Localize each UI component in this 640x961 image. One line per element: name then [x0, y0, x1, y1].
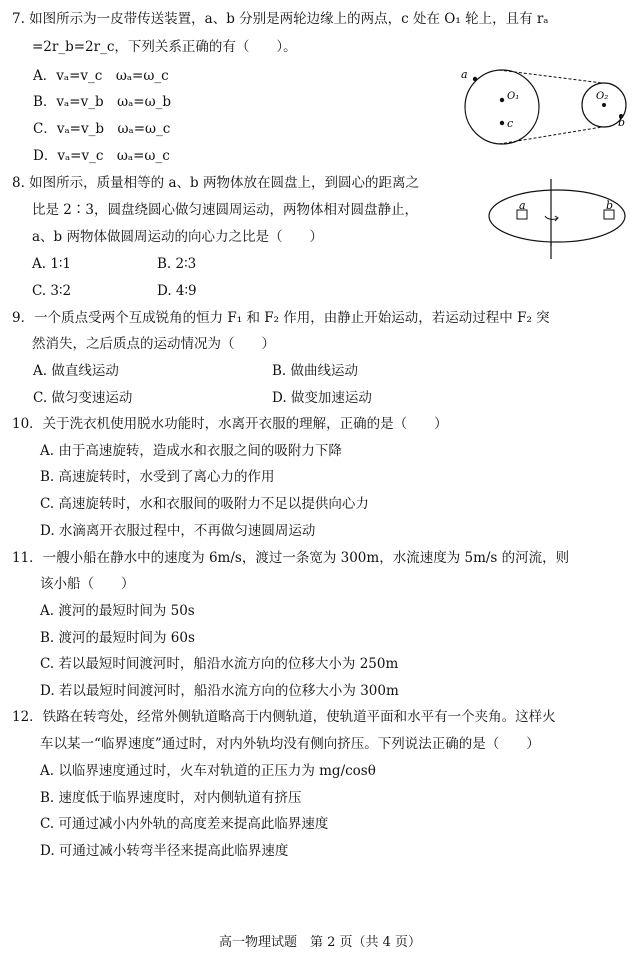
q9-option-b: B. 做曲线运动	[272, 363, 359, 379]
q11-option-a: A. 渡河的最短时间为 50s	[40, 603, 195, 619]
label-o2: O₂	[596, 91, 609, 102]
label-o1: O₁	[507, 91, 520, 102]
q12-option-d: D. 可通过减小转弯半径来提高此临界速度	[40, 843, 289, 859]
q12-stem-line-1: 12．铁路在转弯处，经常外侧轨道略高于内侧轨道，使轨道平面和水平有一个夹角。这样火	[12, 709, 556, 725]
q9-stem-line-2: 然消失，之后质点的运动情况为（ ）	[32, 336, 275, 352]
q7-option-c: C．vₐ=v_b ωₐ=ω_c	[33, 121, 171, 137]
q12-option-b: B. 速度低于临界速度时，对内侧轨道有挤压	[40, 790, 302, 806]
q8-option-c: C. 3∶2	[32, 283, 72, 299]
rotating-disk-figure	[485, 176, 630, 262]
large-wheel	[465, 70, 539, 144]
q7-option-d: D．vₐ=v_c ωₐ=ω_c	[33, 148, 170, 164]
q9-stem-line-1: 9．一个质点受两个互成锐角的恒力 F₁ 和 F₂ 作用，由静止开始运动，若运动过程中 F₂ 突	[12, 310, 550, 326]
q8-stem-line-2: 比是 2∶3，圆盘绕圆心做匀速圆周运动，两物体相对圆盘静止，	[32, 202, 418, 218]
belt-top	[499, 70, 602, 83]
q7-option-b: B．vₐ=v_b ωₐ=ω_b	[33, 94, 172, 110]
q9-option-c: C. 做匀变速运动	[33, 390, 133, 406]
q7-option-a: A．vₐ=v_c ωₐ=ω_c	[33, 68, 169, 84]
label-disk-b: b	[606, 199, 614, 212]
q11-stem-line-2: 该小船（ ）	[40, 576, 135, 592]
q10-option-b: B. 高速旋转时，水受到了离心力的作用	[40, 469, 275, 485]
q11-option-c: C. 若以最短时间渡河时，船沿水流方向的位移大小为 250m	[40, 656, 399, 672]
q8-stem-line-1: 8. 如图所示，质量相等的 a、b 两物体放在圆盘上，到圆心的距离之	[12, 175, 419, 191]
q10-stem: 10．关于洗衣机使用脱水功能时，水离开衣服的理解，正确的是（ ）	[12, 416, 448, 432]
q8-option-d: D. 4∶9	[157, 283, 197, 299]
q8-option-b: B. 2∶3	[157, 256, 197, 272]
label-disk-a: a	[519, 199, 526, 212]
q12-option-c: C. 可通过减小内外轨的高度差来提高此临界速度	[40, 816, 329, 832]
label-a: a	[461, 68, 468, 81]
q10-option-d: D. 水滴离开衣服过程中，不再做匀速圆周运动	[40, 523, 316, 539]
q11-option-d: D. 若以最短时间渡河时，船沿水流方向的位移大小为 300m	[40, 683, 399, 699]
point-a	[473, 77, 477, 81]
center-o1	[500, 98, 504, 102]
point-c	[500, 121, 504, 125]
q12-stem-line-2: 车以某一“临界速度”通过时，对内外轨均没有侧向挤压。下列说法正确的是（ ）	[40, 736, 540, 752]
q9-option-a: A. 做直线运动	[33, 363, 119, 379]
q12-option-a: A. 以临界速度通过时，火车对轨道的正压力为 mg/cosθ	[40, 763, 376, 779]
q7-stem-line-2: =2r_b=2r_c，下列关系正确的有（ ）。	[32, 39, 297, 55]
center-o2	[602, 103, 606, 107]
q10-option-a: A. 由于高速旋转，造成水和衣服之间的吸附力下降	[40, 443, 342, 459]
q8-stem-line-3: a、b 两物体做圆周运动的向心力之比是（ ）	[32, 229, 323, 245]
page-footer: 高一物理试题 第 2 页（共 4 页）	[218, 935, 422, 950]
belt-pulley-figure	[455, 52, 635, 162]
label-b: b	[618, 116, 626, 129]
q11-stem-line-1: 11．一艘小船在静水中的速度为 6m/s，渡过一条宽为 300m，水流速度为 5m/s 的河流，则	[12, 550, 570, 566]
q11-option-b: B. 渡河的最短时间为 60s	[40, 630, 195, 646]
belt-bottom	[499, 127, 602, 144]
q7-stem-line-1: 7. 如图所示为一皮带传送装置，a、b 分别是两轮边缘上的两点，c 处在 O₁ 轮上，且有 rₐ	[12, 11, 549, 27]
q9-option-d: D. 做变加速运动	[272, 390, 372, 406]
label-c: c	[507, 117, 514, 130]
q8-option-a: A. 1∶1	[32, 256, 72, 272]
q10-option-c: C. 高速旋转时，水和衣服间的吸附力不足以提供向心力	[40, 496, 369, 512]
